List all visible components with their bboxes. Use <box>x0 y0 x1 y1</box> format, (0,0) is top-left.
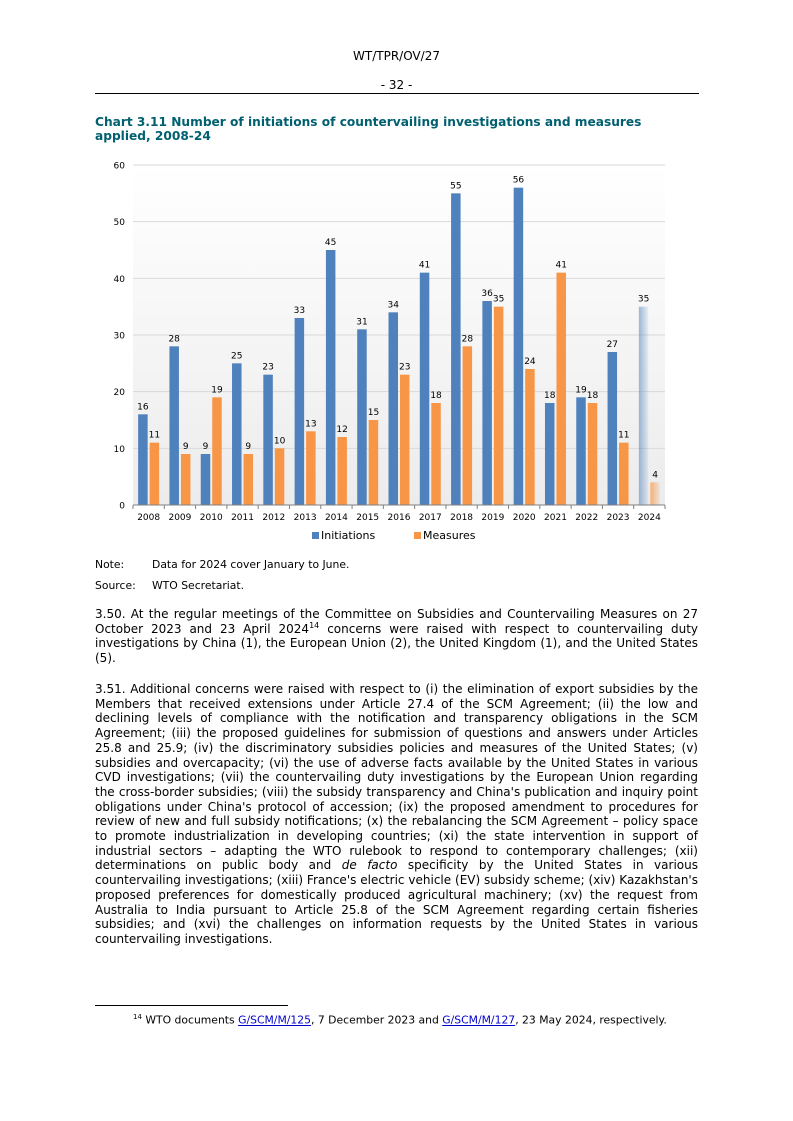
footnote-suffix: , 23 May 2024, respectively. <box>515 1013 667 1027</box>
y-tick-label-50: 50 <box>113 218 125 229</box>
x-tick-label-2021: 2021 <box>544 513 567 523</box>
measures-bar-2021 <box>556 273 566 505</box>
measures-bar-2022 <box>588 403 598 505</box>
y-tick-label-0: 0 <box>119 501 125 512</box>
measures-bar-2009 <box>181 454 191 505</box>
initiations-bar-2009 <box>169 346 179 505</box>
x-tick-label-2024: 2024 <box>637 513 661 523</box>
initiations-bar-2011 <box>232 363 242 505</box>
initiations-bar-2015 <box>357 329 367 505</box>
source-text: WTO Secretariat. <box>152 579 245 592</box>
initiations-value-label-2013: 33 <box>293 306 306 316</box>
measures-value-label-2009: 9 <box>182 442 189 452</box>
measures-legend-swatch <box>414 532 421 539</box>
initiations-value-label-2022: 19 <box>575 385 587 396</box>
x-tick-label-2022: 2022 <box>575 513 599 523</box>
x-tick-label-2018: 2018 <box>450 513 474 523</box>
x-tick-label-2013: 2013 <box>293 513 317 523</box>
initiations-value-label-2017: 41 <box>418 260 431 271</box>
footnote-mid: , 7 December 2023 and <box>311 1013 443 1027</box>
document-code: WT/TPR/OV/27 <box>353 49 440 63</box>
initiations-bar-2017 <box>420 273 430 505</box>
initiations-value-label-2011: 25 <box>231 351 243 362</box>
header-rule <box>95 93 699 94</box>
measures-value-label-2008: 11 <box>148 430 161 441</box>
chart-source <box>95 579 244 592</box>
initiations-value-label-2018: 55 <box>450 181 462 192</box>
measures-value-label-2019: 35 <box>492 294 505 305</box>
initiations-bar-2018 <box>451 193 461 505</box>
initiations-bar-2019 <box>482 301 492 505</box>
initiations-value-label-2010: 9 <box>202 442 209 452</box>
x-tick-label-2020: 2020 <box>512 513 536 523</box>
measures-value-label-2023: 11 <box>618 430 630 441</box>
measures-value-label-2015: 15 <box>367 408 380 418</box>
initiations-value-label-2008: 16 <box>137 402 149 413</box>
measures-bar-2024 <box>650 482 660 505</box>
measures-value-label-2011: 9 <box>245 442 252 452</box>
paragraph-3-51-part-a: 3.51. Additional concerns were raised with respect to (i) the elimination of export subsidies by the Members that received extensions under Article 27.4 of the SCM Agreement; (ii) the low and declining levels of compliance with the notification and transparency obligations in the SCM Agreement; (iii) the proposed guidelines for submission of questions and answers under Articles 25.8 and 25.9; (iv) the discriminatory subsidies policies and measures of the United States; (v) subsidies and overcapacity; (vi) the use of adverse facts available by the United States in various CVD investigations; (vii) the countervailing duty investigations by the European Union regarding the cross-border subsidies; (viii) the subsidy transparency and China's publication and inquiry point obligations under China's protocol of accession; (ix) the proposed amendment to procedures for review of new and full subsidy notifications; (x) the rebalancing the SCM Agreement – policy space to promote industrialization in developing countries; (xi) the state intervention in support of industrial sectors – adapting the WTO rulebook to respond to contemporary challenges; (xii) determinations on public body and <box>95 682 698 873</box>
initiations-value-label-2019: 36 <box>481 289 493 299</box>
measures-bar-2014 <box>337 437 347 505</box>
initiations-value-label-2021: 18 <box>543 391 556 401</box>
x-tick-label-2017: 2017 <box>418 513 442 523</box>
chart-note <box>95 558 349 571</box>
paragraph-3-50-rest: concerns were raised with respect to countervailing duty investigations by China (1), the European Union (2), the United Kingdom (1), and the United States (5). <box>95 621 698 666</box>
x-tick-label-2011: 2011 <box>231 513 254 523</box>
footnote-rule <box>95 1005 288 1006</box>
measures-bar-2020 <box>525 369 535 505</box>
initiations-value-label-2009: 28 <box>168 334 180 345</box>
y-tick-label-10: 10 <box>113 444 125 455</box>
measures-value-label-2021: 41 <box>555 260 567 271</box>
source-label: Source: <box>95 579 136 592</box>
x-tick-label-2016: 2016 <box>387 513 411 523</box>
measures-bar-2010 <box>212 397 222 505</box>
footnote-14 <box>133 1013 667 1027</box>
initiations-bar-2016 <box>389 312 399 505</box>
measures-legend-label: Measures <box>423 529 476 542</box>
measures-bar-2015 <box>369 420 379 505</box>
y-tick-label-30: 30 <box>113 331 125 342</box>
note-text: Data for 2024 cover January to June. <box>152 558 350 571</box>
initiations-value-label-2012: 23 <box>262 362 274 373</box>
footnote-link-gscm-127[interactable]: G/SCM/M/127 <box>442 1013 516 1027</box>
initiations-bar-2008 <box>138 414 148 505</box>
measures-value-label-2020: 24 <box>524 357 536 367</box>
page-number: - 32 - <box>380 78 413 92</box>
initiations-value-label-2023: 27 <box>606 340 619 350</box>
footnote-number: 14 <box>133 1013 142 1021</box>
paragraph-3-50 <box>95 607 698 666</box>
paragraph-3-50-text: 3.50. At the regular meetings of the Committee on Subsidies and Countervailing Measures on 27 October 2023 and 23 April 2024 <box>95 607 698 636</box>
initiations-bar-2010 <box>201 454 211 505</box>
measures-value-label-2016: 23 <box>399 362 411 373</box>
measures-value-label-2010: 19 <box>211 385 223 396</box>
measures-value-label-2012: 10 <box>273 436 286 447</box>
measures-bar-2013 <box>306 431 316 505</box>
paragraph-3-51-italic: de facto <box>341 858 398 873</box>
footnote-link-gscm-125[interactable]: G/SCM/M/125 <box>238 1013 312 1027</box>
initiations-bar-2012 <box>263 375 273 505</box>
measures-bar-2023 <box>619 443 629 505</box>
paragraph-3-51-part-b: specificity by the United States in various countervailing investigations; (xiii) France's electric vehicle (EV) subsidy scheme; (xiv) Kazakhstan's proposed preferences for domestically produced agricultural machinery; (xv) the request from Australia to India pursuant to Article 25.8 of the SCM Agreement regarding certain fisheries subsidies; and (xvi) the challenges on information requests by the United States in various countervailing investigations. <box>95 858 698 946</box>
x-tick-label-2023: 2023 <box>606 513 630 523</box>
x-tick-label-2010: 2010 <box>199 513 223 523</box>
paragraph-3-51 <box>95 682 698 947</box>
initiations-bar-2022 <box>576 397 586 505</box>
measures-value-label-2024: 4 <box>652 470 658 481</box>
y-tick-label-60: 60 <box>113 161 125 172</box>
measures-bar-2012 <box>275 448 285 505</box>
note-label: Note: <box>95 558 125 571</box>
initiations-legend-label: Initiations <box>321 529 376 542</box>
x-tick-label-2014: 2014 <box>324 513 348 523</box>
y-tick-label-40: 40 <box>113 274 125 285</box>
measures-bar-2018 <box>463 346 473 505</box>
initiations-value-label-2015: 31 <box>356 317 368 328</box>
x-tick-label-2015: 2015 <box>356 513 380 523</box>
initiations-bar-2024 <box>639 307 649 505</box>
bar-chart <box>95 150 699 550</box>
measures-value-label-2017: 18 <box>430 391 442 401</box>
measures-bar-2019 <box>494 307 504 505</box>
initiations-bar-2021 <box>545 403 555 505</box>
initiations-value-label-2014: 45 <box>324 238 337 248</box>
measures-value-label-2018: 28 <box>461 334 474 345</box>
measures-value-label-2014: 12 <box>336 425 348 435</box>
footnote-prefix: WTO documents <box>141 1013 239 1027</box>
initiations-bar-2020 <box>514 188 524 505</box>
initiations-bar-2014 <box>326 250 336 505</box>
initiations-value-label-2020: 56 <box>512 175 525 186</box>
measures-value-label-2022: 18 <box>586 391 599 401</box>
measures-bar-2011 <box>244 454 254 505</box>
measures-bar-2016 <box>400 375 410 505</box>
measures-value-label-2013: 13 <box>305 419 317 430</box>
initiations-bar-2023 <box>608 352 618 505</box>
initiations-legend-swatch <box>312 532 319 539</box>
chart-title: Chart 3.11 Number of initiations of countervailing investigations and measures applied, 2008-24 <box>95 115 642 143</box>
measures-bar-2017 <box>431 403 441 505</box>
x-tick-label-2009: 2009 <box>168 513 192 523</box>
y-tick-label-20: 20 <box>113 388 125 399</box>
initiations-value-label-2024: 35 <box>637 294 650 305</box>
footnote-ref-14[interactable]: 14 <box>309 620 320 630</box>
x-tick-label-2008: 2008 <box>137 513 161 523</box>
x-tick-label-2012: 2012 <box>262 513 286 523</box>
x-tick-label-2019: 2019 <box>481 513 505 523</box>
initiations-value-label-2016: 34 <box>387 300 399 311</box>
measures-bar-2008 <box>150 443 160 505</box>
initiations-bar-2013 <box>295 318 305 505</box>
